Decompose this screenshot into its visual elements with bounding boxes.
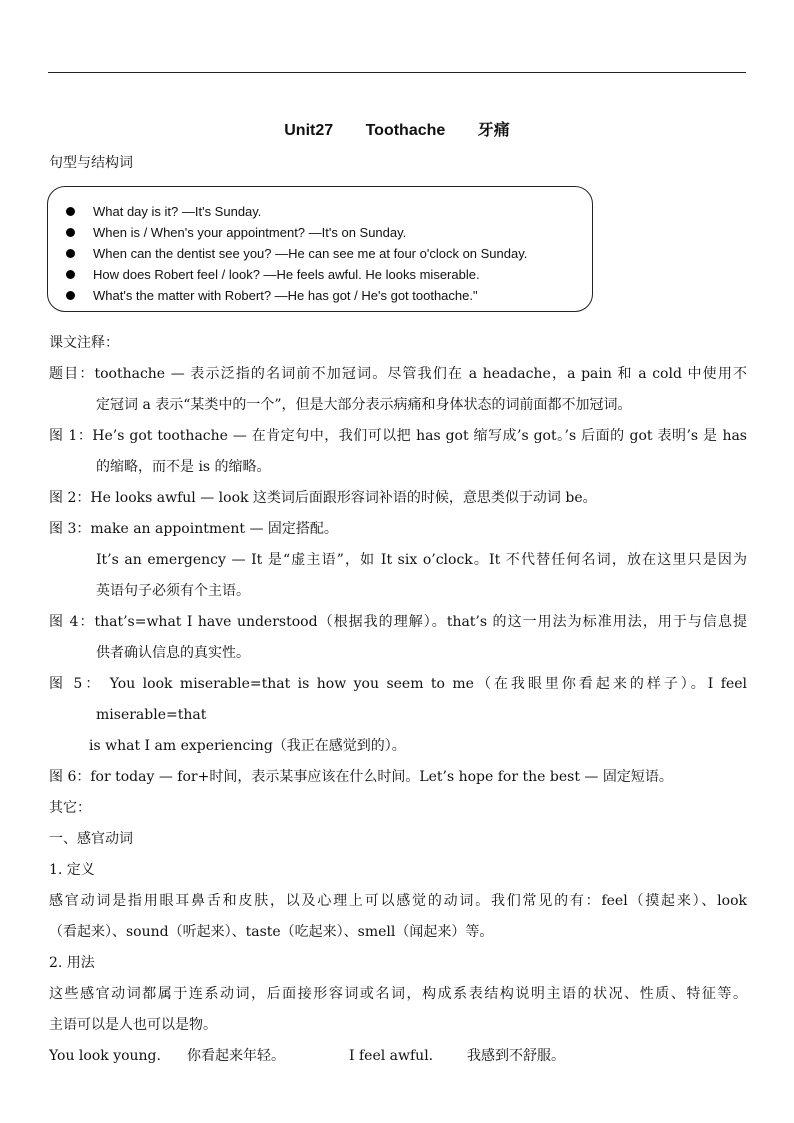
usage-heading: 2. 用法 (49, 955, 95, 971)
section-heading: 一、感官动词 (49, 831, 133, 847)
title-unit: Unit27 (284, 122, 334, 139)
list-item: When is / When's your appointment? —It's on Sunday. (66, 222, 592, 243)
title-english: Toothache (365, 122, 446, 139)
example-en-2: I feel awful. (349, 1048, 434, 1064)
notes-heading: 课文注释： (49, 335, 119, 351)
definition-line2: （看起来）、sound（听起来）、taste（吃起来）、smell（闻起来）等。 (49, 924, 494, 940)
document-body (49, 328, 747, 1072)
bullet-icon (66, 270, 75, 279)
note-fig5-line3: is what I am experiencing（我正在感觉到的）。 (89, 738, 406, 754)
note-fig6: 图 6：for today — for+时间，表示某事应该在什么时间。Let’s hope for the best — 固定短语。 (49, 769, 673, 785)
title-chinese: 牙痛 (477, 122, 510, 139)
patterns-heading: 句型与结构词 (49, 155, 133, 171)
note-title-line1: 题目：toothache — 表示泛指的名词前不加冠词。尽管我们在 a headache，a pain 和 a cold 中使用不 (49, 366, 747, 382)
note-fig1-line1: 图 1：He’s got toothache — 在肯定句中，我们可以把 has got 缩写成’s got。’s 后面的 got 表明’s 是 has (49, 428, 747, 444)
patterns-box (47, 186, 593, 312)
page-title (0, 117, 794, 140)
example-line (49, 1041, 747, 1072)
bullet-icon (66, 291, 75, 300)
bullet-icon (66, 228, 75, 237)
definition-line1: 感官动词是指用眼耳鼻舌和皮肤，以及心理上可以感觉的动词。我们常见的有：feel（摸起来）、look (49, 893, 747, 909)
note-fig2: 图 2：He looks awful — look 这类词后面跟形容词补语的时候，意思类似于动词 be。 (49, 490, 597, 506)
note-fig5-line1: 图 5： You look miserable=that is how you seem to me（在我眼里你看起来的样子）。I feel (49, 676, 747, 692)
patterns-list (48, 201, 592, 306)
bullet-icon (66, 207, 75, 216)
list-item: What's the matter with Robert? —He has got / He's got toothache." (66, 285, 592, 306)
note-fig3-line2: It’s an emergency — It 是“虚主语”，如 It six o’clock。It 不代替任何名词，放在这里只是因为 (96, 552, 747, 568)
definition-heading: 1. 定义 (49, 862, 95, 878)
note-fig4-line2: 供者确认信息的真实性。 (96, 645, 250, 661)
note-fig1-line2: 的缩略，而不是 is 的缩略。 (96, 459, 271, 475)
bullet-icon (66, 249, 75, 258)
note-fig4-line1: 图 4：that’s=what I have understood（根据我的理解）。that’s 的这一用法为标准用法，用于与信息提 (49, 614, 747, 630)
list-item: When can the dentist see you? —He can see me at four o'clock on Sunday. (66, 243, 592, 264)
example-en-1: You look young. (49, 1048, 161, 1064)
usage-line1: 这些感官动词都属于连系动词，后面接形容词或名词，构成系表结构说明主语的状况、性质、特征等。 (49, 986, 747, 1002)
example-zh-2: 我感到不舒服。 (467, 1048, 565, 1064)
list-item: How does Robert feel / look? —He feels awful. He looks miserable. (66, 264, 592, 285)
other-heading: 其它： (49, 800, 91, 816)
note-title-line2: 定冠词 a 表示“某类中的一个”，但是大部分表示病痛和身体状态的词前面都不加冠词。 (96, 397, 632, 413)
note-fig3-line1: 图 3：make an appointment — 固定搭配。 (49, 521, 338, 537)
list-item: What day is it? —It's Sunday. (66, 201, 592, 222)
example-zh-1: 你看起来年轻。 (187, 1048, 285, 1064)
note-fig3-line3: 英语句子必须有个主语。 (96, 583, 250, 599)
header-rule (48, 72, 746, 73)
usage-line2: 主语可以是人也可以是物。 (49, 1017, 217, 1033)
note-fig5-line2: miserable=that (96, 707, 207, 723)
